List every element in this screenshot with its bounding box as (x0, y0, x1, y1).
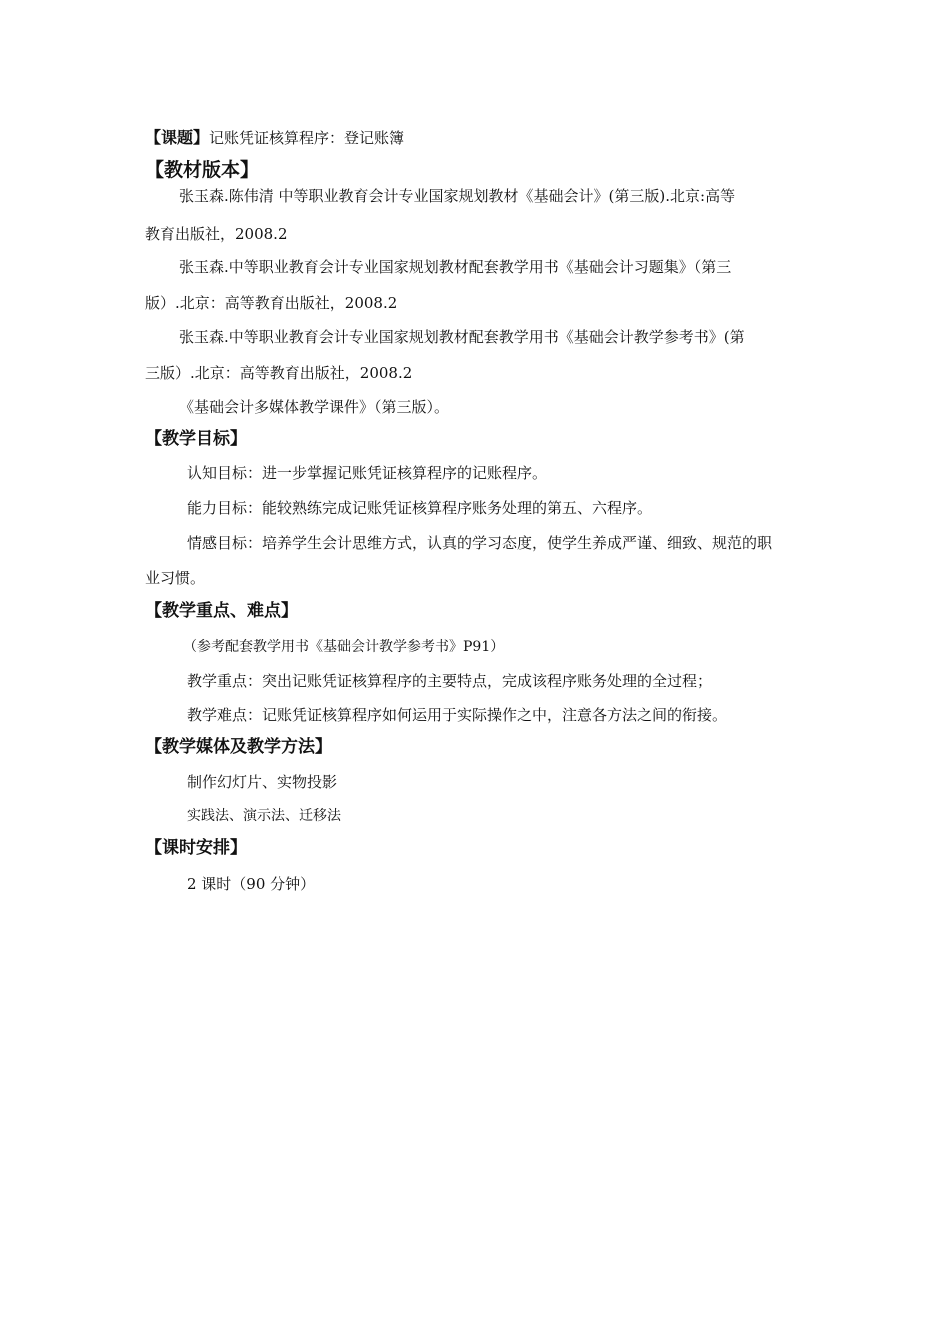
textbook-line: 《基础会计多媒体教学课件》（第三版）。 (179, 398, 450, 416)
topic-label: 【课题】 (145, 128, 210, 147)
media-line: 实践法、演示法、迁移法 (187, 808, 341, 824)
textbook-line: 教育出版社，2008.2 (145, 225, 288, 243)
textbook-line: 张玉森.中等职业教育会计专业国家规划教材配套教学用书《基础会计习题集》（第三 (179, 258, 732, 276)
media-line: 制作幻灯片、实物投影 (187, 773, 338, 791)
textbook-line: 三版）.北京：高等教育出版社，2008.2 (145, 364, 413, 382)
schedule-heading: 【课时安排】 (145, 838, 247, 858)
topic-line (145, 128, 404, 148)
textbook-line: 张玉森.中等职业教育会计专业国家规划教材配套教学用书《基础会计教学参考书》(第 (179, 328, 745, 346)
textbook-line: 版）.北京：高等教育出版社，2008.2 (145, 294, 398, 312)
keypoint-line: 教学重点：突出记账凭证核算程序的主要特点，完成该程序账务处理的全过程； (187, 672, 713, 690)
goals-heading: 【教学目标】 (145, 429, 247, 449)
topic-text: 记账凭证核算程序：登记账簿 (209, 129, 405, 147)
textbook-heading: 【教材版本】 (145, 159, 260, 181)
goal-line: 能力目标：能较熟练完成记账凭证核算程序账务处理的第五、六程序。 (187, 499, 653, 517)
keypoint-line: 教学难点：记账凭证核算程序如何运用于实际操作之中，注意各方法之间的衔接。 (187, 706, 728, 724)
schedule-line: 2 课时（90 分钟） (187, 875, 316, 893)
textbook-line: 张玉森.陈伟清 中等职业教育会计专业国家规划教材《基础会计》(第三版).北京:高等 (179, 187, 736, 205)
keypoints-heading: 【教学重点、难点】 (145, 601, 298, 621)
keypoint-line: （参考配套教学用书《基础会计教学参考书》P91） (183, 639, 505, 655)
goal-line: 业习惯。 (145, 569, 206, 587)
goal-line: 认知目标：进一步掌握记账凭证核算程序的记账程序。 (187, 464, 548, 482)
media-heading: 【教学媒体及教学方法】 (145, 737, 332, 757)
goal-line: 情感目标：培养学生会计思维方式，认真的学习态度，使学生养成严谨、细致、规范的职 (187, 534, 773, 552)
